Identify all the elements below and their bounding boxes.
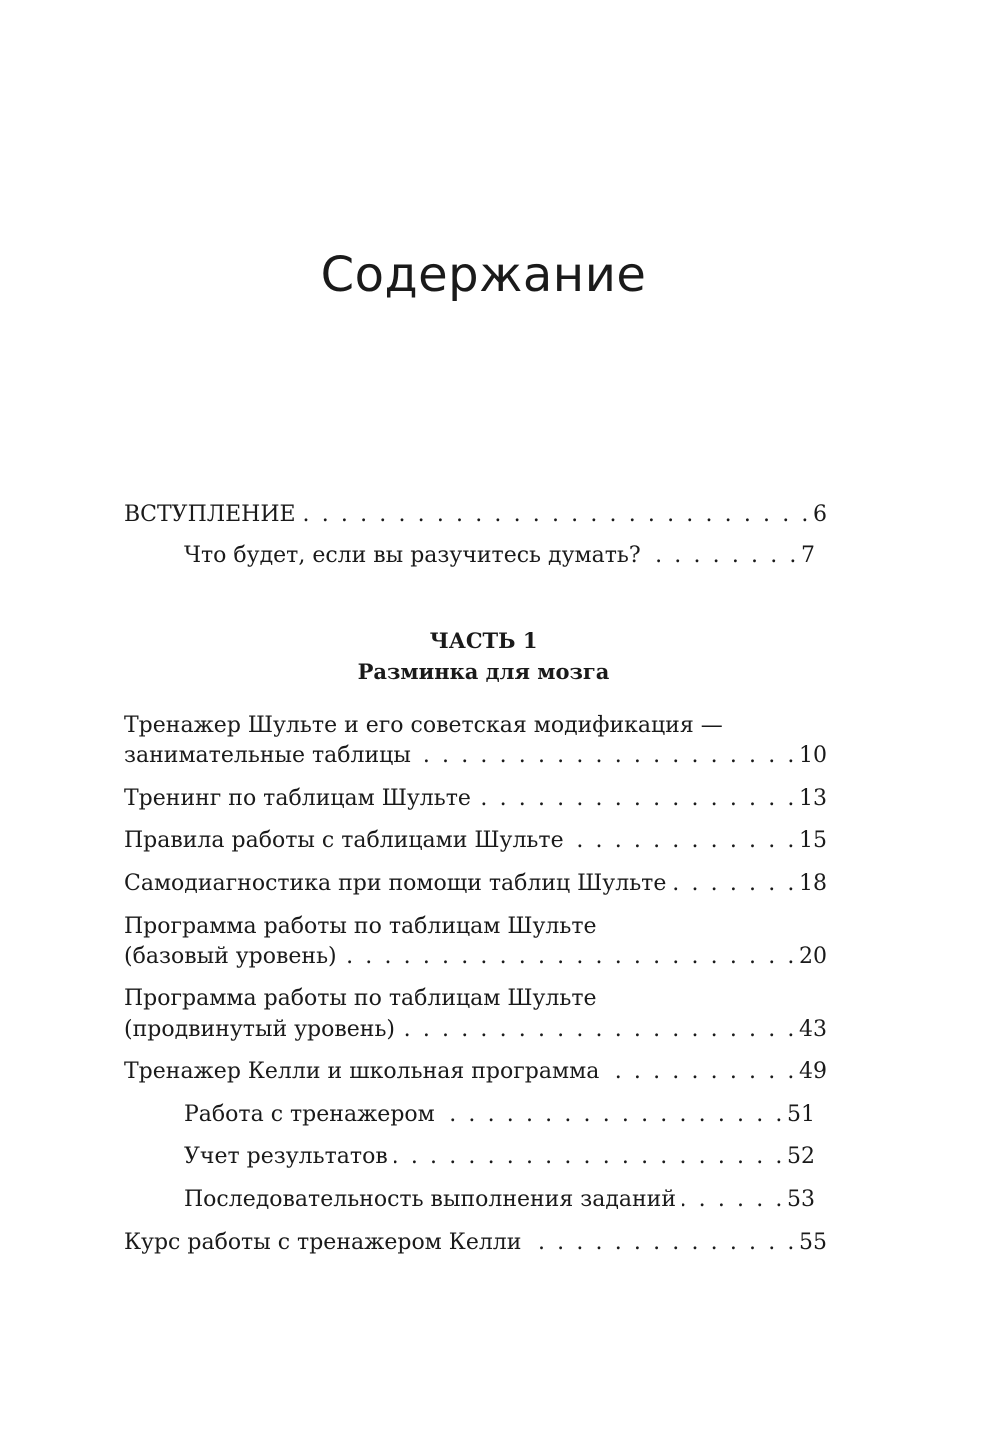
toc-entry-selfdiag[interactable] (124, 869, 827, 899)
toc-page-number: 55 (799, 1230, 827, 1255)
toc-entry-label: Тренинг по таблицам Шульте (124, 784, 477, 814)
toc-page-number: 53 (787, 1187, 815, 1212)
toc-page-number: 20 (799, 944, 827, 969)
toc-entry-program-adv[interactable] (124, 1015, 827, 1045)
toc-entry-label: Курс работы с тренажером Келли (124, 1228, 527, 1258)
toc-entry-intro-sub[interactable] (184, 541, 815, 571)
toc-entry-label: Программа работы по таблицам Шульте (124, 986, 603, 1011)
toc-entry-label: Программа работы по таблицам Шульте (124, 914, 603, 939)
dot-leader (394, 1142, 785, 1172)
toc-entry-label: Тренажер Келли и школьная программа (124, 1057, 605, 1087)
dot-leader (527, 1228, 797, 1258)
toc-entry-kelly-results[interactable] (184, 1142, 815, 1172)
dot-leader (401, 1015, 797, 1045)
toc-entry-label: (базовый уровень) (124, 942, 343, 972)
toc-page-number: 6 (813, 502, 827, 527)
toc-entry-schulte-mod-line1[interactable] (124, 711, 827, 741)
toc-entry-kelly[interactable] (124, 1057, 827, 1087)
toc-entry-label: Работа с тренажером (184, 1100, 441, 1130)
toc-entry-schulte-mod[interactable] (124, 741, 827, 771)
toc-page-number: 51 (787, 1102, 815, 1127)
dot-leader (682, 1185, 785, 1215)
toc-page-number: 10 (799, 743, 827, 768)
toc-entry-program-adv-line1[interactable] (124, 984, 827, 1014)
toc-entry-label: ВСТУПЛЕНИЕ (124, 500, 302, 530)
toc-page-number: 15 (799, 828, 827, 853)
dot-leader (672, 869, 797, 899)
toc-entry-kelly-work[interactable] (184, 1100, 815, 1130)
toc-entry-program-basic-line1[interactable] (124, 912, 827, 942)
toc-entry-label: Правила работы с таблицами Шульте (124, 826, 570, 856)
dot-leader (570, 826, 797, 856)
dot-leader (441, 1100, 785, 1130)
toc-entry-kelly-sequence[interactable] (184, 1185, 815, 1215)
toc-entry-program-basic[interactable] (124, 942, 827, 972)
toc-entry-training[interactable] (124, 784, 827, 814)
dot-leader (647, 541, 799, 571)
toc-entry-label: Тренажер Шульте и его советская модификация — (124, 713, 729, 738)
dot-leader (302, 500, 811, 530)
toc-entry-intro[interactable] (124, 500, 827, 530)
toc-entry-kelly-course[interactable] (124, 1228, 827, 1258)
table-of-contents (124, 0, 827, 1447)
toc-entry-label: Что будет, если вы разучитесь думать? (184, 541, 647, 571)
page-title: Содержание (320, 247, 647, 304)
dot-leader (477, 784, 797, 814)
dot-leader (343, 942, 797, 972)
toc-entry-label: Последовательность выполнения заданий (184, 1185, 682, 1215)
dot-leader (605, 1057, 797, 1087)
toc-entry-label: Учет результатов (184, 1142, 394, 1172)
toc-page-number: 18 (799, 871, 827, 896)
toc-page-number: 13 (799, 786, 827, 811)
toc-page-number: 49 (799, 1059, 827, 1084)
toc-entry-label: Самодиагностика при помощи таблиц Шульте (124, 869, 672, 899)
toc-entry-label: (продвинутый уровень) (124, 1015, 401, 1045)
toc-page-number: 43 (799, 1017, 827, 1042)
toc-page-number: 7 (801, 543, 815, 568)
toc-entry-rules[interactable] (124, 826, 827, 856)
part-label: ЧАСТЬ 1 (429, 628, 538, 653)
toc-page-number: 52 (787, 1144, 815, 1169)
toc-entry-label: занимательные таблицы (124, 741, 417, 771)
dot-leader (417, 741, 797, 771)
part-name: Разминка для мозга (357, 659, 610, 684)
